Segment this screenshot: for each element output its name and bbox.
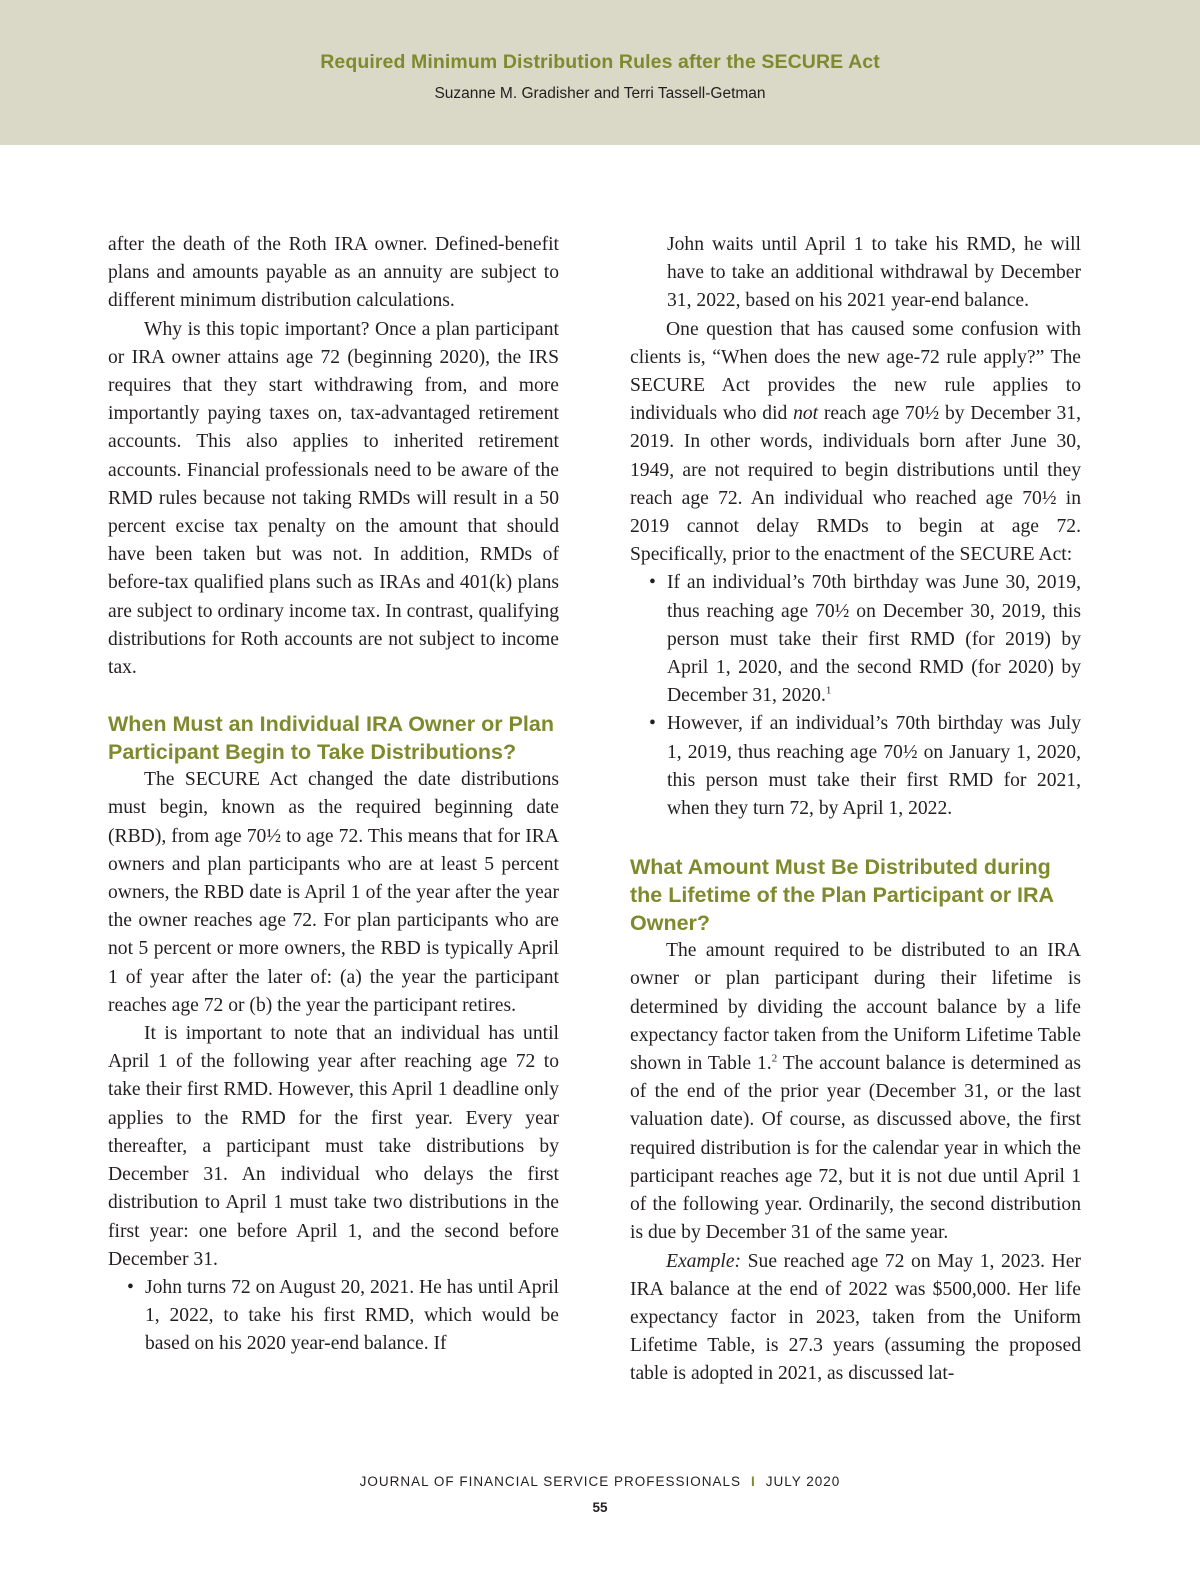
paragraph: after the death of the Roth IRA owner. Defined-benefit plans and amounts payable as an annuity are subject to different minimum distribution calculations. — [108, 234, 559, 312]
bullet-continuation: John waits until April 1 to take his RMD, he will have to take an additional withdrawal by December 31, 2022, based on his 2021 year-end balance. — [667, 234, 1081, 312]
bullet-list — [630, 569, 1081, 823]
journal-name: JOURNAL OF FINANCIAL SERVICE PROFESSIONALS — [359, 1474, 741, 1489]
right-column — [630, 231, 1081, 1389]
article-title: Required Minimum Distribution Rules after the SECURE Act — [320, 51, 880, 73]
footnote-ref: 2 — [771, 1052, 778, 1065]
paragraph: The amount required to be distributed to an IRA owner or plan participant during their lifetime is determined by dividing the account balance by a life expectancy factor taken from the Uniform Lifetime Table shown in Table 1.$^2$ The account balance is determined as of the end of the prior year (December 31, or the last valuation date). Of course, as discussed above, the first required distribution is for the calendar year in which the participant reaches age 72, but it is not due until April 1 of the following year. Ordinarily, the second distribution is due by December 31 of the same year. — [630, 940, 1081, 1244]
paragraph: Why is this topic important? Once a plan participant or IRA owner attains age 72 (beginning 2020), the IRS requires that they start withdrawing from, and more importantly paying taxes on, tax-advantaged retirement accounts. This also applies to inherited retirement accounts. Financial professionals need to be aware of the RMD rules because not taking RMDs will result in a 50 percent excise tax penalty on the amount that should have been taken but was not. In addition, RMDs of before-tax qualified plans such as IRAs and 401(k) plans are subject to ordinary income tax. In contrast, qualifying distributions for Roth accounts are not subject to income tax. — [108, 318, 559, 679]
list-item: • If an individual’s 70th birthday was June 30, 2019, thus reaching age 70½ on December 30, 2019, this person must take their first RMD (for 2019) by April 1, 2020, and the second RMD (for 2020) by December 31, 2020.$^1$ — [630, 569, 1081, 710]
list-item: • However, if an individual’s 70th birthday was July 1, 2019, thus reaching age 70½ on January 1, 2020, this person must take their first RMD for 2021, when they turn 72, by April 1, 2022. — [630, 710, 1081, 823]
running-header — [0, 0, 1200, 145]
section-heading: What Amount Must Be Distributed during the Lifetime of the Plan Participant or IRA Owner? — [630, 855, 1054, 936]
footer-separator: I — [751, 1474, 756, 1489]
running-footer — [0, 1474, 1200, 1489]
bullet-list — [108, 1274, 559, 1359]
emphasis: not — [793, 403, 819, 425]
list-item: • John turns 72 on August 20, 2021. He has until April 1, 2022, to take his first RMD, which would be based on his 2020 year-end balance. If — [108, 1274, 559, 1359]
section-heading: When Must an Individual IRA Owner or Plan Participant Begin to Take Distributions? — [108, 712, 554, 765]
issue-date: JULY 2020 — [765, 1474, 841, 1489]
article-authors: Suzanne M. Gradisher and Terri Tassell-Getman — [434, 85, 766, 102]
page-number: 55 — [592, 1500, 608, 1515]
emphasis: Example: — [666, 1250, 742, 1272]
paragraph: It is important to note that an individual has until April 1 of the following year after reaching age 72 to take their first RMD. However, this April 1 deadline only applies to the RMD for the first year. Every year thereafter, a participant must take distributions by December 31. An individual who delays the first distribution to April 1 must take two distributions in the first year: one before April 1, and the second before December 31. — [108, 1023, 559, 1270]
paragraph: The SECURE Act changed the date distributions must begin, known as the required beginning date (RBD), from age 70½ to age 72. This means that for IRA owners and plan participants who are at least 5 percent owners, the RBD date is April 1 of the year after the year the owner reaches age 72. For plan participants who are not 5 percent or more owners, the RBD is typically April 1 of year after the later of: (a) the year the participant reaches age 72 or (b) the year the participant retires. — [108, 769, 559, 1016]
left-column — [108, 231, 559, 1359]
paragraph: Example: Sue reached age 72 on May 1, 2023. Her IRA balance at the end of 2022 was $500,000. Her life expectancy factor in 2023, taken from the Uniform Lifetime Table, is 27.3 years (assuming the proposed table is adopted in 2021, as discussed lat- — [630, 1250, 1081, 1385]
paragraph: One question that has caused some confusion with clients is, “When does the new age-72 rule apply?” The SECURE Act provides the new rule applies to individuals who did not reach age 70½ by December 31, 2019. In other words, individuals born after June 30, 1949, are not required to begin distributions until they reach age 72. An individual who reached age 70½ in 2019 cannot delay RMDs to begin at age 72. Specifically, prior to the enactment of the SECURE Act: — [630, 318, 1082, 566]
footnote-ref: 1 — [825, 684, 832, 697]
